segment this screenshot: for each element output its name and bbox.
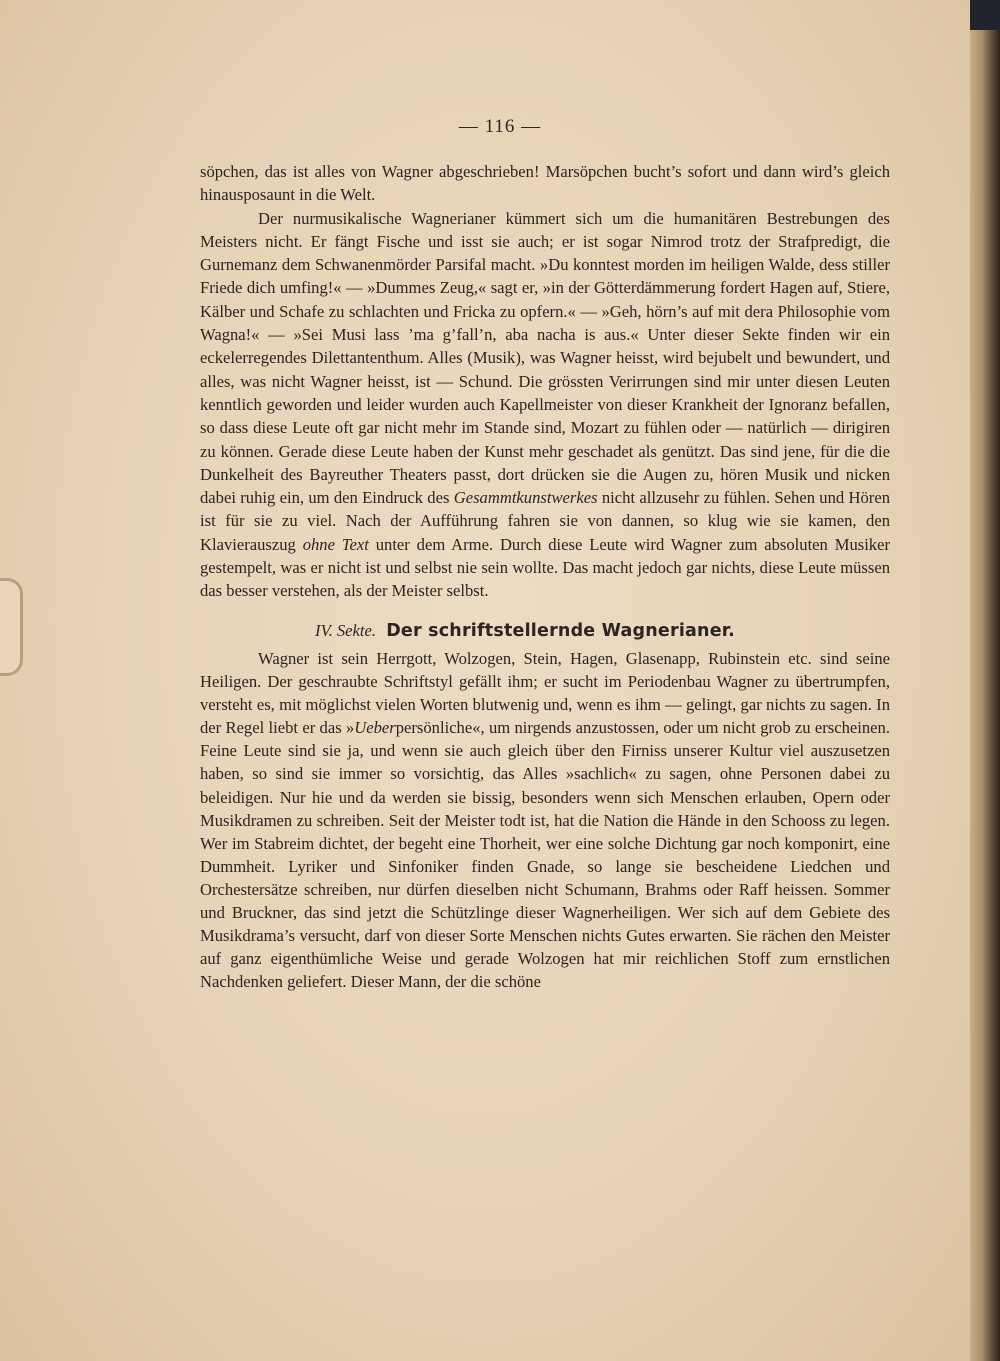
paragraph-2-emphasis-2: ohne Text — [302, 534, 369, 554]
section-paragraph-text-b: persönliche«, um nirgends anzustossen, oder um nicht grob zu erscheinen. Feine Leute sind sie ja, und wenn sie auch gleich über den Firniss unserer Kultur viel auszusetzen haben, so sind sie immer so vorsichtig, das Alles »sachlich« zu sagen, ohne Personen dabei zu beleidigen. Nur hie und da werden sie bissig, besonders wenn sich Menschen erlauben, Opern oder Musikdramen zu schreiben. Seit der Meister todt ist, hat die Nation die Hände in den Schooss zu legen. Wer im Stabreim dichtet, der begeht eine Thorheit, wer eine solche Dichtung gar noch komponirt, eine Dummheit. Lyriker und Sinfoniker finden Gnade, so lange sie bescheidene Liedchen und Orchestersätze schreiben, nur dürfen dieselben nicht Schumann, Brahms oder Raff heissen. Sommer und Bruckner, das sind jetzt die Schützlinge dieser Wagnerheiligen. Wer sich auf dem Gebiete des Musikdrama’s versucht, darf von dieser Sorte Menschen nichts Gutes erwarten. Sie rächen den Meister auf ganz eigenthümliche Weise und gerade Wolzogen hat mir reichlichen Stoff zum ernstlichen Nachdenken geliefert. Dieser Mann, der die schöne — [200, 718, 890, 992]
section-paragraph — [200, 647, 890, 993]
paragraph-2-emphasis-1: Gesammtkunstwerkes — [453, 488, 598, 508]
section-body — [200, 647, 890, 993]
page-tab — [0, 578, 23, 676]
page-body — [200, 160, 890, 993]
paragraph-2 — [200, 207, 890, 603]
section-title: Der schriftstellernde Wagnerianer. — [386, 620, 735, 641]
page-number: — 116 — — [458, 116, 542, 137]
scan-background-corner — [970, 0, 1000, 30]
paragraph-2-text-a: Der nurmusikalische Wagnerianer kümmert sich um die humanitären Bestrebungen des Meisters nicht. Er fängt Fische und isst sie auch; er ist sogar Nimrod trotz der Strafpredigt, die Gurnemanz dem Schwanenmörder Parsifal macht. »Du konntest morden im heiligen Walde, dess stiller Friede dich umfing!« — »Dummes Zeug,« sagt er, »in der Götterdämmerung fordert Hagen auf, Stiere, Kälber und Schafe zu schlachten und Fricka zu opfern.« — »Geh, hörn’s auf mit dera Philosophie vom Wagna!« — »Sei Musi lass ’ma g’fall’n, aba nacha is aus.« Unter dieser Sekte finden wir ein eckelerregendes Dilettantenthum. Alles (Musik), was Wagner heisst, wird bejubelt und bewundert, und alles, was nicht Wagner heisst, ist — Schund. Die grössten Verirrungen sind mir unter diesen Leuten kenntlich geworden und leider wurden auch Kapellmeister von dieser Krankheit der Ignoranz befallen, so dass diese Leute oft gar nicht mehr im Stande sind, Mozart zu fühlen oder — natürlich — dirigiren zu können. Gerade diese Leute haben der Kunst mehr geschadet als genützt. Das sind jene, für die die Dunkelheit des Bayreuther Theaters passt, dort drücken sie die Augen zu, hören Musik und nicken dabei ruhig ein, um den Eindruck des — [200, 208, 890, 508]
book-spine — [970, 0, 1000, 1361]
section-paragraph-text-a: Wagner ist sein Herrgott, Wolzogen, Stein, Hagen, Glasenapp, Rubinstein etc. sind seine Heiligen. Der geschraubte Schriftstyl gefällt ihm; er sucht im Periodenbau Wagner zu übertrumpfen, versteht es, mit möglichst vielen Worten blutwenig und, wenn es ihm — gelingt, gar nichts zu sagen. In der Regel liebt er das » — [200, 648, 890, 738]
section-paragraph-emphasis: Ueber — [354, 718, 396, 738]
paragraph-1: söpchen, das ist alles von Wagner abgeschrieben! Marsöpchen bucht’s sofort und dann wird’s gleich hinausposaunt in die Welt. — [200, 162, 890, 205]
paragraph-2-text-b: nicht allzusehr zu fühlen. Sehen und Hören ist für sie zu viel. Nach der Aufführung fahren sie von dannen, so klug wie sie kamen, den Klavierauszug — [200, 488, 890, 554]
paragraph-2-text-c: unter dem Arme. Durch diese Leute wird Wagner zum absoluten Musiker gestempelt, was er nicht ist und selbst nie sein wollte. Das macht jedoch gar nichts, diese Leute müssen das besser verstehen, als der Meister selbst. — [200, 534, 890, 601]
section-label: IV. Sekte. — [315, 620, 377, 640]
section-heading — [200, 619, 890, 643]
